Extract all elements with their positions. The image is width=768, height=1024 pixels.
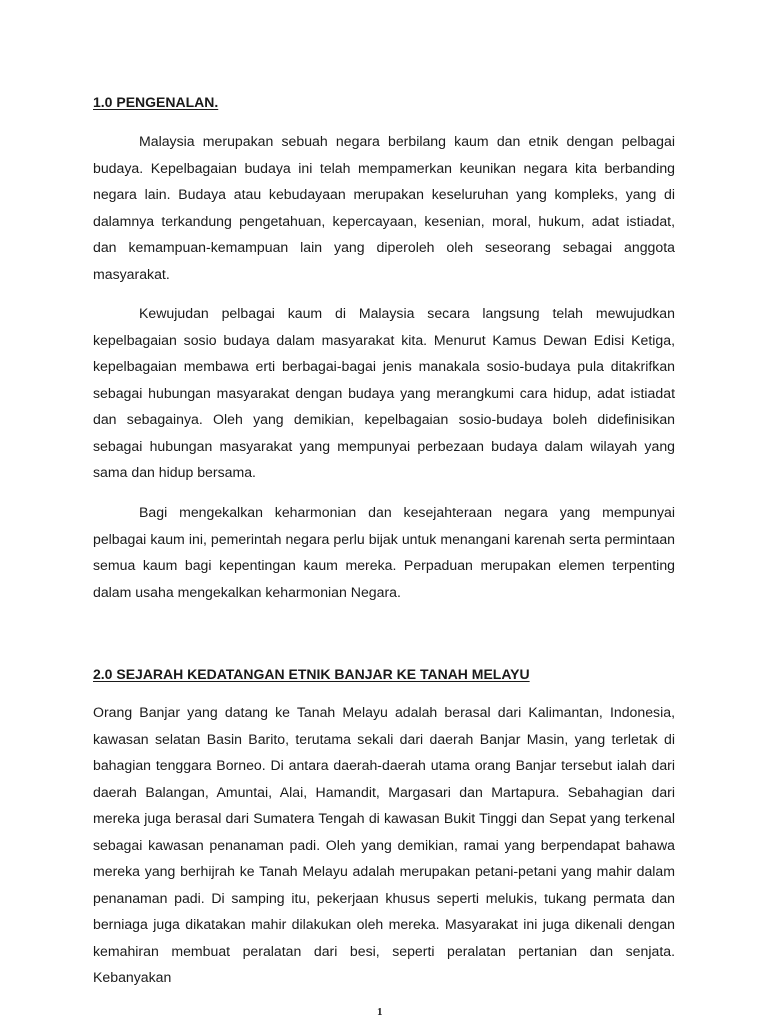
document-page xyxy=(93,0,675,1024)
page-number: 1 xyxy=(377,1006,383,1018)
paragraph: Kewujudan pelbagai kaum di Malaysia secara langsung telah mewujudkan kepelbagaian sosio budaya dalam masyarakat kita. Menurut Kamus Dewan Edisi Ketiga, kepelbagaian membawa erti berbagai-bagai jenis manakala sosio-budaya pula ditakrifkan sebagai hubungan masyarakat dengan budaya yang merangkumi cara hidup, adat istiadat dan sebagainya. Oleh yang demikian, kepelbagaian sosio-budaya boleh didefinisikan sebagai hubungan masyarakat yang mempunyai perbezaan budaya dalam wilayah yang sama dan hidup bersama. xyxy=(93,305,675,480)
paragraph: Orang Banjar yang datang ke Tanah Melayu adalah berasal dari Kalimantan, Indonesia, kawasan selatan Basin Barito, terutama sekali dari daerah Banjar Masin, yang terletak di bahagian tenggara Borneo. Di antara daerah-daerah utama orang Banjar tersebut ialah dari daerah Balangan, Amuntai, Alai, Hamandit, Margasari dan Martapura. Sebahagian dari mereka juga berasal dari Sumatera Tengah di kawasan Bukit Tinggi dan Sepat yang terkenal sebagai kawasan penanaman padi. Oleh yang demikian, ramai yang berpendapat bahawa mereka yang berhijrah ke Tanah Melayu adalah merupakan petani-petani yang mahir dalam penanaman padi. Di samping itu, pekerjaan khusus seperti melukis, tukang permata dan berniaga juga dikatakan mahir dilakukan oleh mereka. Masyarakat ini juga dikenali dengan kemahiran membuat peralatan dari besi, seperti peralatan pertanian dan senjata. Kebanyakan xyxy=(93,704,675,985)
section-heading-pengenalan: 1.0 PENGENALAN. xyxy=(93,94,219,110)
paragraph: Malaysia merupakan sebuah negara berbilang kaum dan etnik dengan pelbagai budaya. Kepelbagaian budaya ini telah mempamerkan keunikan negara kita berbanding negara lain. Budaya atau kebudayaan merupakan keseluruhan yang kompleks, yang di dalamnya terkandung pengetahuan, kepercayaan, kesenian, moral, hukum, adat istiadat, dan kemampuan-kemampuan lain yang diperoleh oleh seseorang sebagai anggota masyarakat. xyxy=(93,133,675,282)
paragraph: Bagi mengekalkan keharmonian dan kesejahteraan negara yang mempunyai pelbagai kaum ini, pemerintah negara perlu bijak untuk menangani karenah serta permintaan semua kaum bagi kepentingan kaum mereka. Perpaduan merupakan elemen terpenting dalam usaha mengekalkan keharmonian Negara. xyxy=(93,504,675,600)
section-heading-sejarah: 2.0 SEJARAH KEDATANGAN ETNIK BANJAR KE TANAH MELAYU xyxy=(93,666,530,682)
